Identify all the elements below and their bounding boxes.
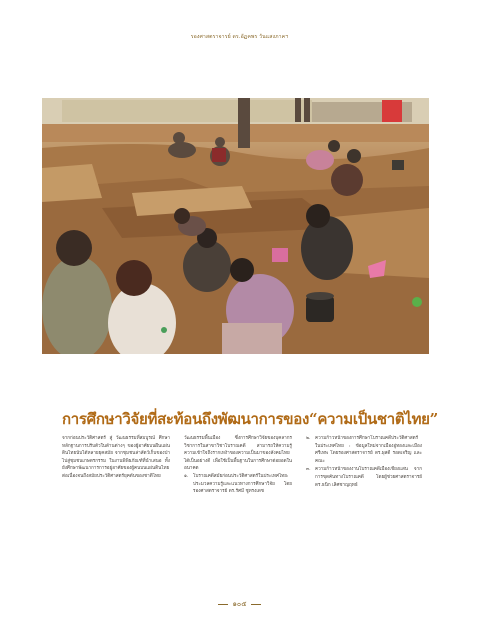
article-title: การศึกษาวิจัยที่สะท้อนถึงพัฒนาการของ“ความเป็นชาติไทย”	[62, 410, 438, 428]
body-column-1	[62, 435, 170, 481]
footer-dash-right	[251, 604, 261, 605]
reference-number: ๒.	[306, 436, 311, 441]
reference-text: ความก้าวหน้าของการศึกษาโบราณคดีประวัติศาสตร์ในประเทศไทย : ข้อมูลใหม่จากเมืองอู่ทองและเมืองศรีเทพ โดยรองศาสตราจารย์ ดร.ผุสดี รอดเจริญ และคณะ	[315, 436, 422, 464]
reference-number: ๓.	[306, 467, 311, 473]
body-column-2	[184, 435, 292, 497]
reference-item	[306, 466, 422, 489]
page-footer	[0, 599, 479, 610]
body-column-3	[306, 435, 422, 490]
body-paragraph: วัฒนธรรมพื้นเมือง ซึ่งการศึกษาวิจัยของบุคลากรวิชาการในสาขาวิชาโบราณคดี สามารถให้ความรู้ความเข้าใจถึงรากเหง้าของความเป็นมาของสังคมไทยได้เป็นอย่างดี เพื่อใช้เป็นพื้นฐานในการศึกษาต่อยอดในอนาคต	[184, 436, 292, 472]
reference-item	[184, 473, 292, 496]
body-paragraph: จากก่อนประวัติศาสตร์ สู่ วัฒนธรรมที่สมบูรณ์ ศึกษาหลักฐานการปรับตัวในด้านต่างๆ ของผู้อาศัยบนผืนแผ่นดินไทยนับได้หลายยุคสมัย จากชุมชนล่าสัตว์เก็บของป่าไปสู่ชุมชนเกษตรกรรม ในงานพิพิธภัณฑ์ที่นำเสนอ ทั้งยังศึกษาพัฒนาการการอยู่อาศัยของผู้คนบนแผ่นดินไทยต่อเนื่องจนถึงสมัยประวัติศาสตร์ยุคต้นของชาติไทย	[62, 436, 170, 479]
reference-number: ๑.	[184, 473, 189, 479]
running-header: รองศาสตราจารย์ ดร.อัฏคพร วันแสงภาคฯ	[190, 34, 289, 40]
article-body	[62, 435, 422, 545]
excavation-scene-illustration	[42, 98, 429, 354]
reference-text: ความก้าวหน้าของงานโบราณคดีเมืองเชียงแสน จากการขุดค้นทางโบราณคดี โดยผู้ช่วยศาสตราจารย์ ดร.ธนิก เลิศชาญฤทธ์	[315, 467, 422, 488]
footer-dash-left	[218, 604, 228, 605]
reference-text: โบราณคดีสมัยก่อนประวัติศาสตร์ในประเทศไทย: ประมวลความรู้และแนวทางการศึกษาวิจัย โดย รองศาสตราจารย์ ดร.รัศมี ชูทรงเดช	[193, 473, 292, 495]
page-number: ๑๐๕	[232, 600, 247, 608]
excavation-photo	[42, 98, 429, 354]
reference-item	[306, 435, 422, 465]
